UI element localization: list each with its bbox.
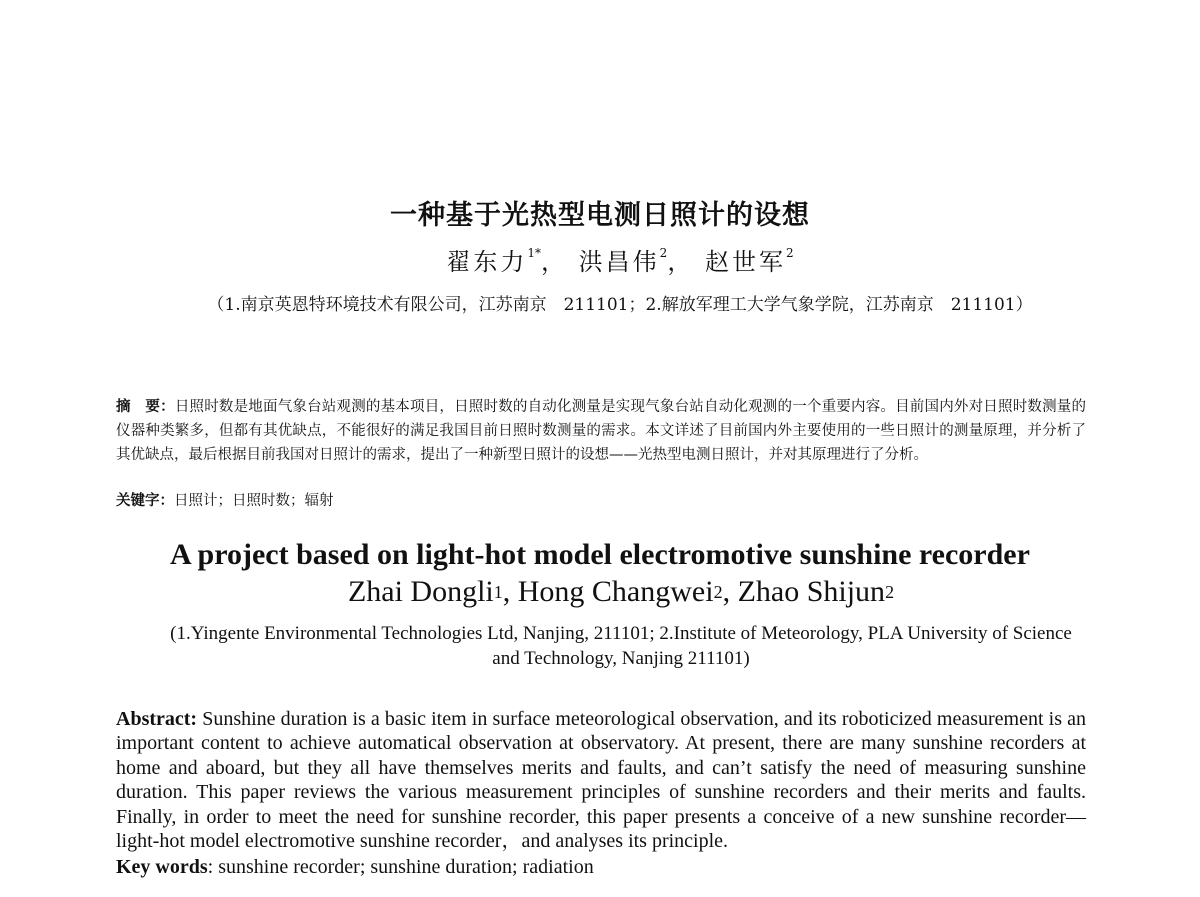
author-separator: ，	[667, 248, 695, 276]
author-separator: ，	[541, 248, 569, 276]
chinese-abstract-text: 日照时数是地面气象台站观测的基本项目，日照时数的自动化测量是实现气象台站自动化观测的一个重要内容。目前国内外对日照时数测量的仪器种类繁多，但都有其优缺点，不能很好的满足我国目前日照时数测量的需求。本文详述了目前国内外主要使用的一些日照计的测量原理，并分析了其优缺点，最后根据目前我国对日照计的需求，提出了一种新型日照计的设想——光热型电测日照计，并对其原理进行了分析。	[116, 399, 1087, 463]
chinese-keywords-text: 日照计；日照时数；辐射	[174, 493, 334, 509]
author-affiliation-mark: 2	[785, 246, 794, 260]
author-affiliation-mark: 1	[493, 582, 503, 602]
author-name: 洪昌伟	[578, 248, 660, 276]
author-affiliation-mark: 2	[713, 582, 723, 602]
english-affiliation: (1.Yingente Environmental Technologies Ltd, Nanjing, 211101; 2.Institute of Meteorology, PLA University of Science and Technology, Nanjing 211101)	[170, 623, 1072, 669]
author-separator: ,	[502, 575, 518, 608]
chinese-abstract-label: 摘 要：	[116, 399, 175, 415]
author-affiliation-mark: 2	[659, 246, 668, 260]
author-name: Hong Changwei	[517, 575, 714, 608]
chinese-keywords	[116, 489, 1086, 513]
chinese-title: 一种基于光热型电测日照计的设想	[390, 200, 810, 231]
author-name: Zhai Dongli	[347, 575, 494, 608]
english-title: A project based on light-hot model electromotive sunshine recorder	[170, 538, 1030, 571]
english-abstract-text: Sunshine duration is a basic item in surface meteorological observation, and its roboticized measurement is an important content to achieve automatical observation at observatory. At present, there are many sunshine recorders at home and aboard, but they all have themselves merits and faults, and can’t satisfy the need of measuring sunshine duration. This paper reviews the various measurement principles of sunshine recorders and their merits and faults. Finally, in order to meet the need for sunshine recorder, this paper presents a conceive of a new sunshine recorder—light-hot model electromotive sunshine recorder，and analyses its principle.	[116, 708, 1086, 853]
english-abstract	[116, 707, 1086, 853]
english-keywords-label: Key words	[116, 856, 208, 878]
chinese-authors	[0, 242, 1200, 277]
english-keywords-text: : sunshine recorder; sunshine duration; radiation	[207, 856, 594, 878]
chinese-abstract	[116, 395, 1086, 467]
author-separator: ,	[722, 575, 738, 608]
english-keywords	[116, 855, 1086, 879]
author-name: 赵世军	[704, 248, 786, 276]
english-authors	[0, 575, 1200, 609]
author-name: 翟东力	[446, 248, 528, 276]
chinese-affiliation: （1.南京英恩特环境技术有限公司，江苏南京 211101；2.解放军理工大学气象学院，江苏南京 211101）	[207, 295, 1033, 315]
author-name: Zhao Shijun	[737, 575, 886, 608]
author-affiliation-mark: 1*	[527, 246, 542, 260]
chinese-keywords-label: 关键字：	[116, 493, 174, 509]
english-abstract-label: Abstract:	[116, 708, 198, 730]
author-affiliation-mark: 2	[885, 582, 895, 602]
